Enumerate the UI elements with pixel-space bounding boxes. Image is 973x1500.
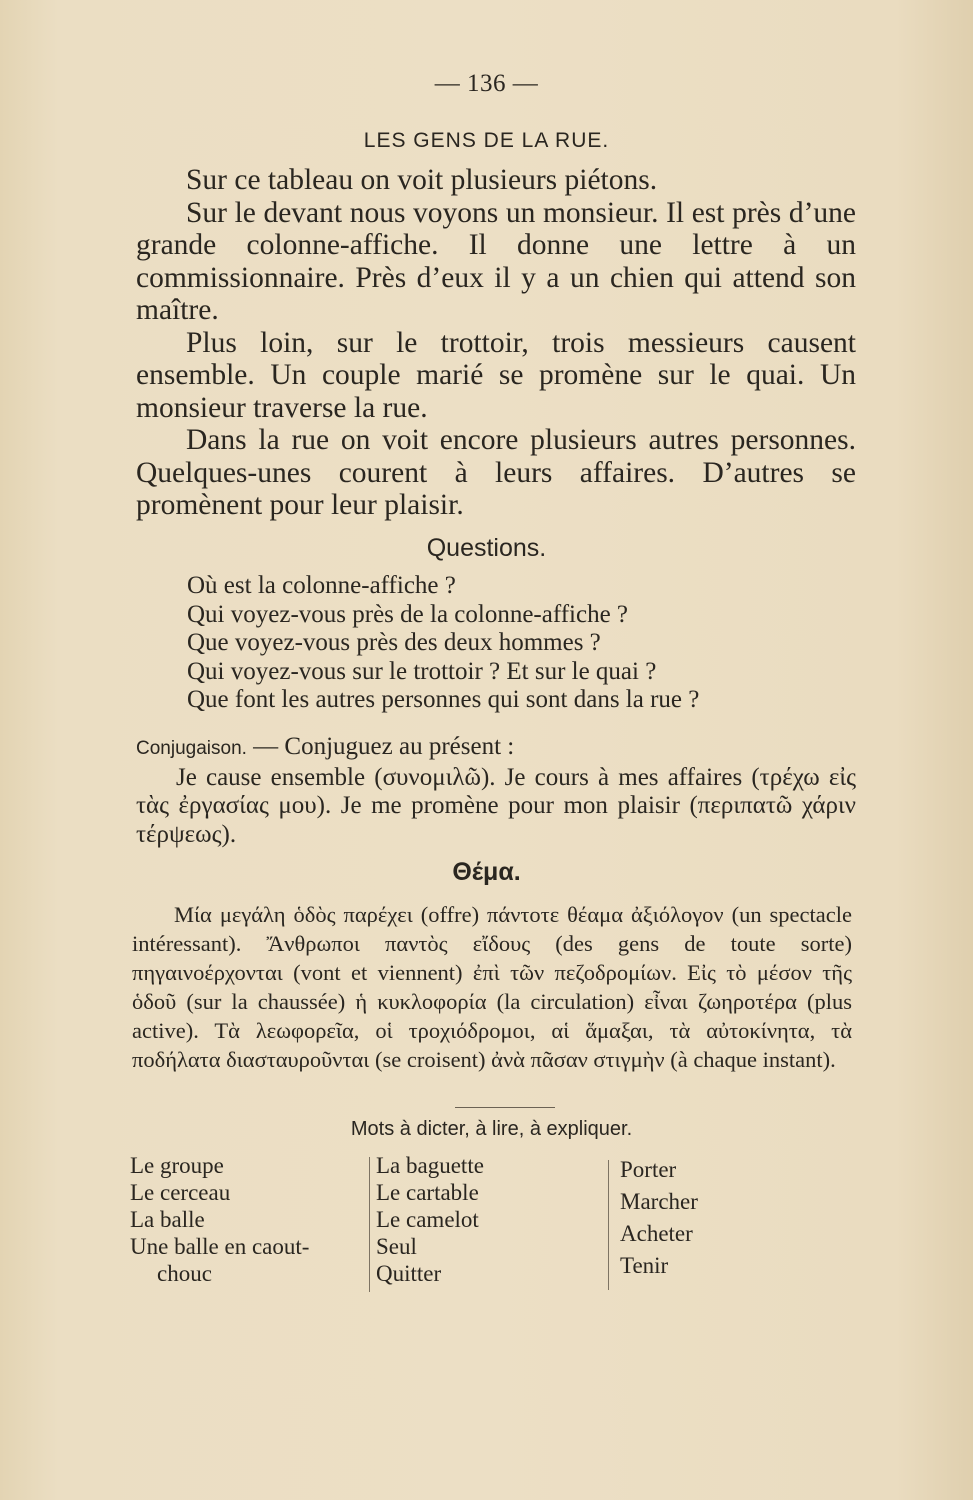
conjugaison-heading	[136, 733, 856, 764]
page-number: — 136 —	[434, 70, 539, 97]
conjugaison-instruction: — Conjuguez au présent :	[246, 733, 515, 760]
word-item: chouc	[157, 1261, 212, 1286]
divider	[455, 1107, 555, 1108]
word-column-1	[130, 1152, 365, 1287]
thema-title: Θέμα.	[452, 858, 521, 886]
word-item: Une balle en caout-	[130, 1234, 310, 1259]
word-item: La balle	[130, 1207, 205, 1232]
conjugaison-label: Conjugaison.	[136, 738, 247, 759]
paragraph: Dans la rue on voit encore plusieurs autres personnes. Quelques-unes courent à leurs affaires. D’autres se promènent pour leur plaisir.	[136, 424, 856, 521]
question-item: Qui voyez-vous près de la colonne-affiche ?	[187, 600, 629, 628]
word-item: Acheter	[620, 1221, 693, 1246]
paragraph: Sur le devant nous voyons un monsieur. Il est près d’une grande colonne-affiche. Il donne une lettre à un commissionnaire. Près d’eux il y a un chien qui attend son maître.	[136, 196, 856, 326]
word-item: Le cartable	[376, 1180, 479, 1205]
column-separator	[369, 1157, 370, 1292]
word-item: Le groupe	[130, 1153, 224, 1178]
conjugaison-text: Je cause ensemble (συνομιλῶ). Je cours à mes affaires (τρέχω εἰς τὰς ἐργασίας μου). Je me promène pour mon plaisir (περιπατῶ χάριν τέρψεως).	[136, 763, 856, 848]
section-title: LES GENS DE LA RUE.	[363, 129, 610, 152]
thema-text: Μία μεγάλη ὁδὸς παρέχει (offre) πάντοτε θέαμα ἀξιόλογον (un spectacle intéressant). Ἄνθρωποι παντὸς εἴδους (des gens de toute sorte) πηγαινοέρχονται (vont et viennent) ἐπὶ τῶν πεζοδρομίων. Εἰς τὸ μέσον τῆς ὁδοῦ (sur la chaussée) ἡ κυκλοφορία (la circulation) εἶναι ζωηροτέρα (plus active). Τὰ λεωφορεῖα, οἱ τροχιόδρομοι, αἱ ἅμαξαι, τὰ αὐτοκίνητα, τὰ ποδήλατα διασταυροῦνται (se croisent) ἀνὰ πᾶσαν στιγμὴν (à chaque instant).	[132, 902, 852, 1072]
word-item: Le cerceau	[130, 1180, 231, 1205]
conjugaison-section	[136, 733, 856, 849]
questions-list	[187, 572, 699, 715]
question-item: Que voyez-vous près des deux hommes ?	[187, 629, 601, 656]
word-item: Quitter	[376, 1261, 442, 1286]
question-item: Qui voyez-vous sur le trottoir ? Et sur le quai ?	[187, 657, 657, 685]
paragraph: Sur ce tableau on voit plusieurs piétons.	[186, 164, 658, 196]
word-item: Marcher	[620, 1189, 698, 1214]
question-item: Où est la colonne-affiche ?	[187, 572, 456, 599]
word-item: Seul	[376, 1234, 417, 1259]
word-column-3	[620, 1154, 770, 1282]
mots-title: Mots à dicter, à lire, à expliquer.	[350, 1118, 633, 1140]
question-item: Que font les autres personnes qui sont dans la rue ?	[187, 686, 700, 713]
column-separator	[608, 1160, 609, 1290]
word-item: Tenir	[620, 1253, 669, 1278]
paragraph: Plus loin, sur le trottoir, trois messieurs causent ensemble. Un couple marié se promène sur le quai. Un monsieur traverse la rue.	[136, 326, 856, 424]
questions-title: Questions.	[426, 534, 547, 562]
word-item: La baguette	[376, 1153, 484, 1178]
word-item: Le camelot	[376, 1207, 479, 1232]
word-item: Porter	[620, 1157, 677, 1182]
lesson-text	[136, 164, 856, 522]
word-column-2	[376, 1152, 601, 1287]
